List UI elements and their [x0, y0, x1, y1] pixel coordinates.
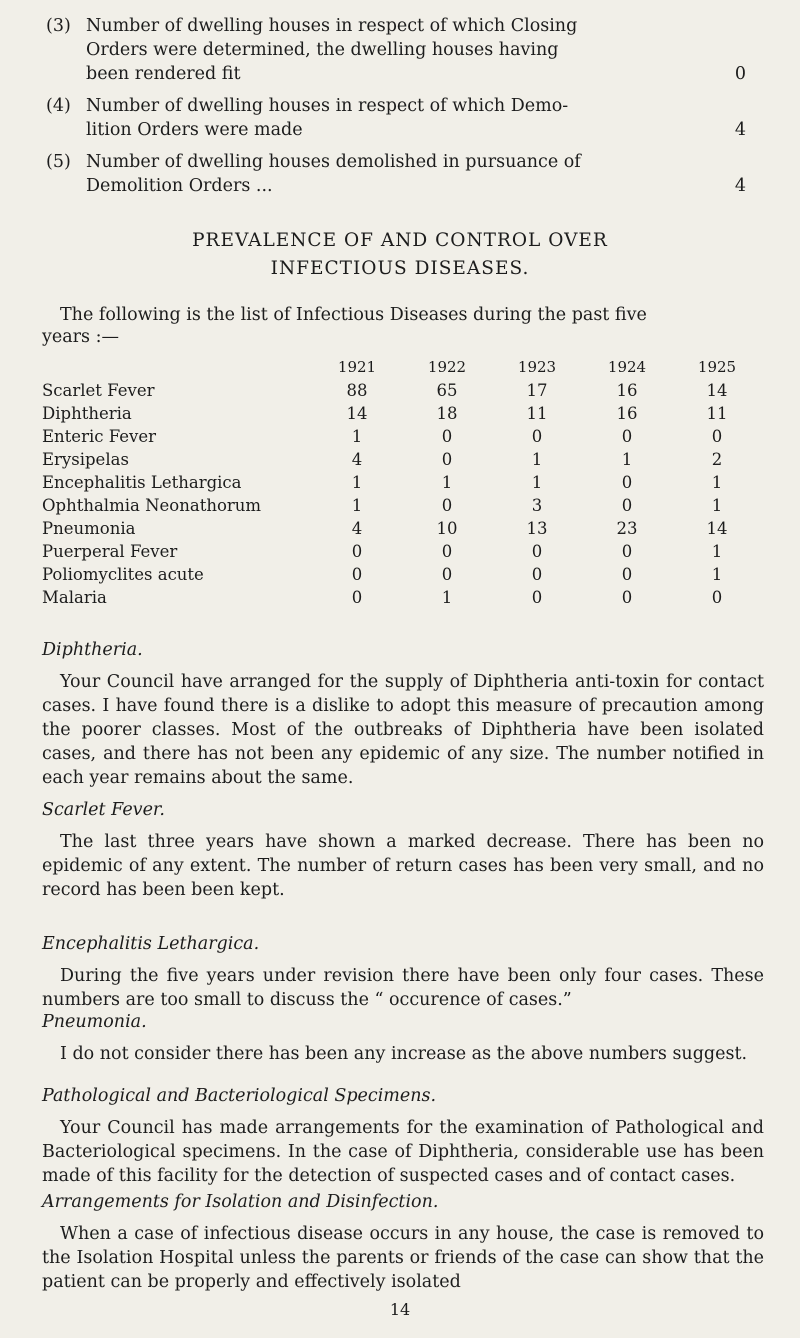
- section-heading-line1: PREVALENCE OF AND CONTROL OVER: [192, 230, 608, 251]
- commentary-section: [42, 638, 764, 790]
- intro-line: years :—: [42, 327, 119, 347]
- disease-name: Ophthalmia Neonathorum: [42, 496, 262, 515]
- item-value: 0: [734, 64, 746, 84]
- item-number: (3): [46, 16, 71, 36]
- section-text: I do not consider there has been any increase as the above numbers suggest.: [60, 1044, 748, 1064]
- disease-name: Encephalitis Lethargica: [42, 473, 242, 492]
- table-row: [42, 471, 762, 494]
- case-count: 4: [351, 450, 363, 469]
- case-count: 0: [621, 588, 633, 607]
- section-text: Your Council has made arrangements for the examination of Pathological and Bacteriological specimens. In the case of Diphtheria, considerable use has been made of this facility for the detection of suspected cases and of contact cases.: [42, 1118, 764, 1186]
- section-title: Scarlet Fever.: [42, 800, 165, 820]
- table-row: [42, 563, 762, 586]
- section-text: When a case of infectious disease occurs in any house, the case is removed to the Isolation Hospital unless the parents or friends of the case can show that the patient can be properly and effectively isolated: [42, 1224, 764, 1292]
- item-line: lition Orders were made: [86, 120, 303, 140]
- item-5: [46, 150, 746, 198]
- case-count: 1: [351, 427, 363, 446]
- case-count: 11: [526, 404, 548, 423]
- item-line: Number of dwelling houses in respect of which Closing: [86, 16, 578, 36]
- item-value: 4: [734, 176, 746, 196]
- table-row: [42, 425, 762, 448]
- case-count: 1: [351, 496, 363, 515]
- case-count: 0: [351, 542, 363, 561]
- disease-name: Pneumonia: [42, 519, 136, 538]
- table-row: [42, 494, 762, 517]
- case-count: 1: [351, 473, 363, 492]
- case-count: 0: [711, 588, 723, 607]
- intro-paragraph: [42, 304, 762, 348]
- case-count: 14: [706, 381, 728, 400]
- case-count: 14: [706, 519, 728, 538]
- section-text: The last three years have shown a marked decrease. There has been no epidemic of any extent. The number of return cases has been very small, and no record has been been kept.: [42, 832, 764, 900]
- item-line: Demolition Orders ...: [86, 176, 273, 196]
- item-line: Orders were determined, the dwelling houses having: [86, 40, 559, 60]
- case-count: 0: [441, 565, 453, 584]
- case-count: 0: [531, 588, 543, 607]
- section-title: Encephalitis Lethargica.: [42, 934, 260, 954]
- case-count: 0: [531, 542, 543, 561]
- table-body: [42, 379, 762, 609]
- case-count: 13: [526, 519, 548, 538]
- case-count: 11: [706, 404, 728, 423]
- year-header: 1923: [517, 358, 557, 376]
- table-row: [42, 540, 762, 563]
- item-line: Number of dwelling houses demolished in pursuance of: [86, 152, 581, 172]
- case-count: 65: [436, 381, 458, 400]
- case-count: 1: [711, 473, 723, 492]
- commentary-section: [42, 1084, 764, 1188]
- disease-name: Puerperal Fever: [42, 542, 178, 561]
- case-count: 16: [616, 381, 638, 400]
- section-title: Arrangements for Isolation and Disinfection.: [42, 1192, 439, 1212]
- disease-name: Erysipelas: [42, 450, 129, 469]
- case-count: 1: [531, 473, 543, 492]
- case-count: 4: [351, 519, 363, 538]
- disease-name: Poliomyclites acute: [42, 565, 204, 584]
- case-count: 10: [436, 519, 458, 538]
- case-count: 1: [531, 450, 543, 469]
- case-count: 1: [711, 565, 723, 584]
- case-count: 0: [621, 565, 633, 584]
- item-3: [46, 14, 746, 86]
- case-count: 23: [616, 519, 638, 538]
- section-heading-line2: INFECTIOUS DISEASES.: [270, 258, 530, 279]
- item-line: Number of dwelling houses in respect of which Demo-: [86, 96, 569, 116]
- commentary-section: [42, 1190, 764, 1294]
- case-count: 17: [526, 381, 548, 400]
- section-title: Pathological and Bacteriological Specimens.: [42, 1086, 437, 1106]
- item-4: [46, 94, 746, 142]
- case-count: 16: [616, 404, 638, 423]
- year-header: 1924: [607, 358, 647, 376]
- table-row: [42, 517, 762, 540]
- table-row: [42, 379, 762, 402]
- disease-name: Malaria: [42, 588, 107, 607]
- case-count: 0: [531, 565, 543, 584]
- page-number: 14: [389, 1300, 411, 1319]
- section-text: Your Council have arranged for the supply of Diphtheria anti-toxin for contact cases. I have found there is a dislike to adopt this measure of precaution among the poorer classes. Most of the outbreaks of Diphtheria have been isolated cases, and there has not been any epidemic of any size. The number notified in each year remains about the same.: [42, 672, 764, 788]
- case-count: 1: [711, 496, 723, 515]
- commentary-section: [42, 932, 764, 1012]
- item-value: 4: [734, 120, 746, 140]
- case-count: 1: [711, 542, 723, 561]
- year-header: 1922: [427, 358, 467, 376]
- case-count: 0: [441, 450, 453, 469]
- case-count: 0: [441, 427, 453, 446]
- year-header: 1921: [337, 358, 377, 376]
- disease-name: Enteric Fever: [42, 427, 157, 446]
- case-count: 1: [621, 450, 633, 469]
- case-count: 0: [621, 427, 633, 446]
- section-text: During the five years under revision there have been only four cases. These numbers are too small to discuss the “ occurence of cases.”: [42, 966, 764, 1010]
- case-count: 0: [621, 542, 633, 561]
- table-row: [42, 402, 762, 425]
- case-count: 18: [436, 404, 458, 423]
- section-title: Pneumonia.: [42, 1012, 147, 1032]
- commentary-section: [42, 1010, 764, 1066]
- section-title: Diphtheria.: [42, 640, 143, 660]
- case-count: 0: [441, 542, 453, 561]
- item-line: been rendered fit: [86, 64, 241, 84]
- item-number: (4): [46, 96, 71, 116]
- case-count: 14: [346, 404, 368, 423]
- year-header: 1925: [697, 358, 737, 376]
- diseases-table: [42, 356, 762, 609]
- item-number: (5): [46, 152, 71, 172]
- case-count: 0: [531, 427, 543, 446]
- intro-line: The following is the list of Infectious Diseases during the past five: [60, 305, 647, 325]
- commentary-section: [42, 798, 764, 902]
- case-count: 0: [621, 496, 633, 515]
- case-count: 0: [621, 473, 633, 492]
- table-header-row: [42, 356, 762, 379]
- numbered-items: [46, 14, 746, 206]
- disease-name: Scarlet Fever: [42, 381, 155, 400]
- case-count: 2: [711, 450, 723, 469]
- case-count: 0: [441, 496, 453, 515]
- table-row: [42, 448, 762, 471]
- disease-name: Diphtheria: [42, 404, 132, 423]
- case-count: 88: [346, 381, 368, 400]
- case-count: 1: [441, 473, 453, 492]
- case-count: 0: [351, 565, 363, 584]
- case-count: 0: [351, 588, 363, 607]
- case-count: 1: [441, 588, 453, 607]
- case-count: 3: [531, 496, 543, 515]
- case-count: 0: [711, 427, 723, 446]
- table-row: [42, 586, 762, 609]
